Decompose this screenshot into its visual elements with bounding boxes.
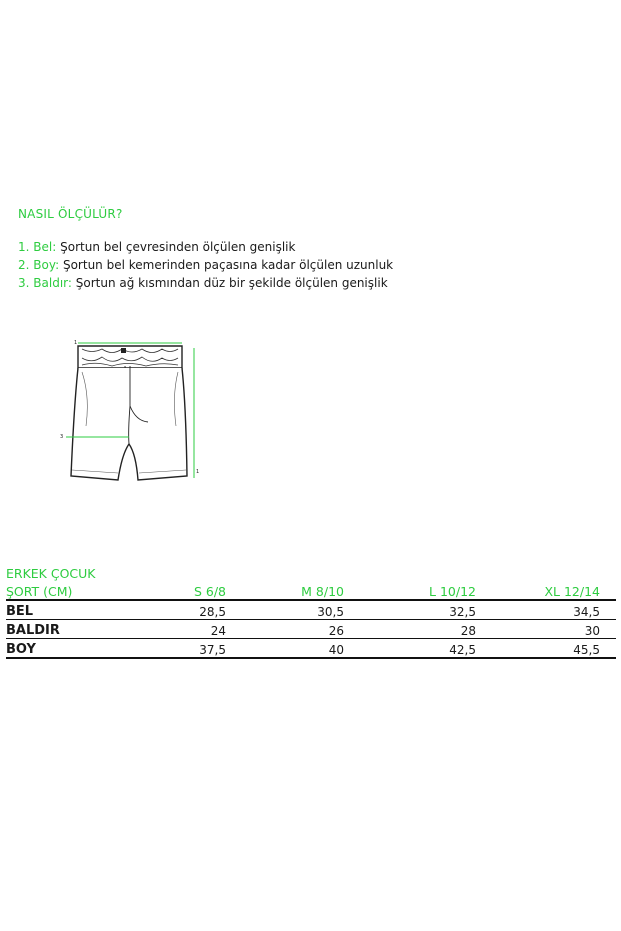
legend-number: 2. xyxy=(18,258,30,272)
legend-item-bel xyxy=(18,238,393,256)
header-label: ŞORT (CM) xyxy=(6,584,73,599)
legend-label: Boy: xyxy=(33,258,60,272)
table-cell: 42,5 xyxy=(449,643,476,657)
table-cell: 30,5 xyxy=(317,605,344,619)
size-chart-title: ERKEK ÇOCUK xyxy=(6,566,96,581)
measurement-legend xyxy=(18,238,393,292)
legend-label: Baldır: xyxy=(33,276,72,290)
legend-number: 1. xyxy=(18,240,30,254)
table-row xyxy=(6,620,616,639)
table-cell: 45,5 xyxy=(573,643,600,657)
legend-label: Bel: xyxy=(33,240,57,254)
legend-number: 3. xyxy=(18,276,30,290)
table-cell: 24 xyxy=(210,624,226,638)
size-column-s: S 6/8 xyxy=(193,584,226,599)
table-cell: 26 xyxy=(328,624,344,638)
row-label: BALDIR xyxy=(6,623,60,638)
table-cell: 34,5 xyxy=(573,605,600,619)
legend-item-boy xyxy=(18,256,393,274)
size-column-m: M 8/10 xyxy=(301,584,344,599)
size-chart xyxy=(6,566,616,659)
table-row xyxy=(6,639,616,659)
marker-length: 1 xyxy=(196,469,200,475)
row-label: BEL xyxy=(6,604,34,619)
size-column-l: L 10/12 xyxy=(429,584,476,599)
row-label: BOY xyxy=(6,642,36,657)
waistband xyxy=(78,346,182,368)
table-row xyxy=(6,601,616,620)
table-cell: 30 xyxy=(584,624,600,638)
legend-item-baldir xyxy=(18,274,393,292)
table-cell: 32,5 xyxy=(449,605,476,619)
shorts-measurement-diagram xyxy=(56,336,206,488)
legend-text: Şortun ağ kısmından düz bir şekilde ölçülen genişlik xyxy=(75,276,388,290)
label-tag xyxy=(121,348,126,353)
table-cell: 37,5 xyxy=(199,643,226,657)
marker-waist: 1 xyxy=(74,340,78,346)
legend-text: Şortun bel çevresinden ölçülen genişlik xyxy=(60,240,296,254)
size-chart-header xyxy=(6,581,616,601)
table-cell: 40 xyxy=(328,643,344,657)
legend-text: Şortun bel kemerinden paçasına kadar ölçülen uzunluk xyxy=(62,258,394,272)
marker-thigh: 3 xyxy=(60,434,64,440)
page-title: NASIL ÖLÇÜLÜR? xyxy=(18,207,123,221)
shorts-illustration xyxy=(56,336,206,488)
table-cell: 28 xyxy=(460,624,476,638)
size-column-xl: XL 12/14 xyxy=(544,584,600,599)
table-cell: 28,5 xyxy=(199,605,226,619)
